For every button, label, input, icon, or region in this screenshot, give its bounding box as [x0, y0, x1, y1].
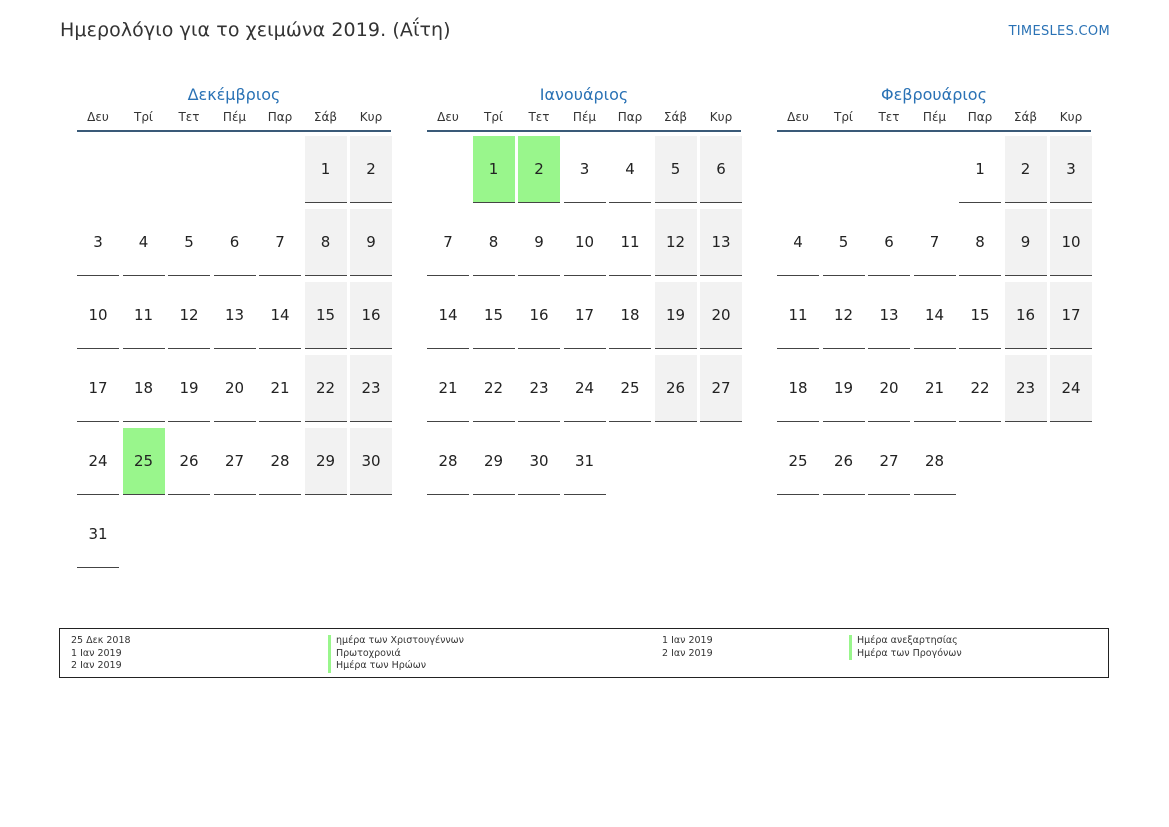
calendar-day: 28: [427, 428, 469, 495]
legend-names-right: [849, 635, 962, 660]
calendar-day: 22: [473, 355, 515, 422]
site-link[interactable]: TIMESLES.COM: [1008, 24, 1110, 39]
legend-names-left: [328, 635, 464, 673]
weekday-label: Πέμ: [922, 110, 947, 124]
legend-dates-right: [662, 635, 713, 660]
calendar-day: 9: [518, 209, 560, 276]
calendar-day: 6: [868, 209, 910, 276]
calendar-day: 31: [564, 428, 606, 495]
calendar-day: 14: [427, 282, 469, 349]
calendar-day: 3: [77, 209, 119, 276]
calendar-day: 25: [609, 355, 651, 422]
legend-dates-left: [71, 635, 131, 673]
weekday-label: Παρ: [617, 110, 643, 124]
month-january: [427, 84, 741, 470]
calendar-day: 20: [214, 355, 256, 422]
calendar-day: 23: [350, 355, 392, 422]
calendar-day: 24: [1050, 355, 1092, 422]
month-december: [77, 84, 391, 543]
calendar-day: 16: [1005, 282, 1047, 349]
calendar-day: 18: [609, 282, 651, 349]
calendar-day: 15: [305, 282, 347, 349]
calendar-day-holiday: 25: [123, 428, 165, 495]
calendar-day: 23: [518, 355, 560, 422]
weekday-label: Σάβ: [663, 110, 688, 124]
calendar-day: 4: [777, 209, 819, 276]
calendar-day: 12: [655, 209, 697, 276]
calendar-day: 5: [168, 209, 210, 276]
month-february: [777, 84, 1091, 470]
weekday-label: Κυρ: [359, 110, 383, 124]
weekday-label: Τετ: [178, 110, 200, 124]
calendar-day: 15: [473, 282, 515, 349]
calendar-day: 16: [518, 282, 560, 349]
legend-date: 2 Ιαν 2019: [662, 647, 713, 659]
weekday-label: Σάβ: [313, 110, 338, 124]
calendar-day: 30: [518, 428, 560, 495]
calendar-day: 31: [77, 501, 119, 568]
calendar-day: 7: [259, 209, 301, 276]
calendar-day: 9: [1005, 209, 1047, 276]
legend-holiday-name: Ημέρα των Ηρώων: [328, 660, 464, 673]
weekday-label: Πέμ: [572, 110, 597, 124]
legend-date: 2 Ιαν 2019: [71, 660, 122, 671]
calendar-day: 21: [427, 355, 469, 422]
calendar-day: 19: [168, 355, 210, 422]
calendar-day: 16: [350, 282, 392, 349]
calendar-day: 12: [823, 282, 865, 349]
calendar-day: 27: [214, 428, 256, 495]
weekday-label: Τετ: [528, 110, 550, 124]
calendar-day: 13: [868, 282, 910, 349]
calendar-day: 17: [564, 282, 606, 349]
calendar-day: 2: [1005, 136, 1047, 203]
calendar-day: 11: [123, 282, 165, 349]
calendar-day: 8: [473, 209, 515, 276]
calendar-day: 19: [655, 282, 697, 349]
calendar-day: 8: [959, 209, 1001, 276]
calendar-day: 10: [77, 282, 119, 349]
calendar-day: 21: [259, 355, 301, 422]
calendar-day: 17: [77, 355, 119, 422]
calendar-day: 21: [914, 355, 956, 422]
legend-holiday-name: Ημέρα ανεξαρτησίας: [849, 635, 962, 648]
calendar-day: 26: [655, 355, 697, 422]
month-name: Φεβρουάριος: [881, 85, 987, 104]
calendar-day: 9: [350, 209, 392, 276]
calendar-day: 7: [914, 209, 956, 276]
weekday-label: Τρί: [483, 110, 503, 124]
calendar-day: 23: [1005, 355, 1047, 422]
calendar-day: 5: [655, 136, 697, 203]
calendar-day: 3: [564, 136, 606, 203]
legend-holiday-name: Ημέρα των Προγόνων: [849, 648, 962, 661]
calendar-day: 7: [427, 209, 469, 276]
calendar-day: 29: [473, 428, 515, 495]
calendar-day: 1: [959, 136, 1001, 203]
calendar-day: 20: [868, 355, 910, 422]
weekday-label: Πέμ: [222, 110, 247, 124]
weekday-label: Σάβ: [1013, 110, 1038, 124]
calendar-day: 10: [564, 209, 606, 276]
calendar-day-holiday: 1: [473, 136, 515, 203]
calendar-day: 14: [259, 282, 301, 349]
calendar-day: 11: [777, 282, 819, 349]
weekday-label: Δευ: [437, 110, 459, 124]
weekday-label: Παρ: [267, 110, 293, 124]
calendar-day: 4: [123, 209, 165, 276]
weekday-label: Παρ: [967, 110, 993, 124]
weekday-header: [777, 108, 1091, 132]
holiday-legend: [59, 628, 1109, 678]
calendar-day: 2: [350, 136, 392, 203]
calendar-day: 14: [914, 282, 956, 349]
calendar-day: 5: [823, 209, 865, 276]
calendar-day: 15: [959, 282, 1001, 349]
calendar-day: 24: [564, 355, 606, 422]
weekday-label: Κυρ: [1059, 110, 1083, 124]
month-name: Δεκέμβριος: [187, 85, 281, 104]
weekday-label: Κυρ: [709, 110, 733, 124]
calendar-day: 17: [1050, 282, 1092, 349]
calendar-day: 28: [259, 428, 301, 495]
calendar-day: 20: [700, 282, 742, 349]
calendar-day: 24: [77, 428, 119, 495]
calendar-day: 13: [700, 209, 742, 276]
legend-date: 25 Δεκ 2018: [71, 635, 131, 646]
calendar-day: 12: [168, 282, 210, 349]
calendar-day-holiday: 2: [518, 136, 560, 203]
calendar-day: 22: [959, 355, 1001, 422]
calendar-day: 22: [305, 355, 347, 422]
weekday-label: Τετ: [878, 110, 900, 124]
calendar-day: 6: [214, 209, 256, 276]
calendar-day: 3: [1050, 136, 1092, 203]
weekday-header: [427, 108, 741, 132]
calendar-day: 11: [609, 209, 651, 276]
calendar-day: 25: [777, 428, 819, 495]
calendar-day: 10: [1050, 209, 1092, 276]
weekday-label: Δευ: [787, 110, 809, 124]
calendar-day: 6: [700, 136, 742, 203]
weekday-label: Δευ: [87, 110, 109, 124]
month-name: Ιανουάριος: [539, 85, 629, 104]
calendar-day: 28: [914, 428, 956, 495]
calendar-day: 13: [214, 282, 256, 349]
calendar-day: 27: [700, 355, 742, 422]
calendar-day: 29: [305, 428, 347, 495]
calendar-day: 19: [823, 355, 865, 422]
calendar-day: 26: [823, 428, 865, 495]
calendar-day: 26: [168, 428, 210, 495]
calendar-day: 4: [609, 136, 651, 203]
legend-holiday-name: ημέρα των Χριστουγέννων: [328, 635, 464, 648]
legend-date: 1 Ιαν 2019: [71, 647, 122, 659]
weekday-label: Τρί: [133, 110, 153, 124]
calendar-day: 18: [123, 355, 165, 422]
calendar-day: 8: [305, 209, 347, 276]
legend-date: 1 Ιαν 2019: [662, 635, 713, 646]
legend-holiday-name: Πρωτοχρονιά: [328, 648, 464, 661]
page-title: Ημερολόγιο για το χειμώνα 2019. (Αΐτη): [60, 19, 451, 41]
weekday-label: Τρί: [833, 110, 853, 124]
calendar-day: 27: [868, 428, 910, 495]
weekday-header: [77, 108, 391, 132]
calendar-day: 18: [777, 355, 819, 422]
calendar-day: 1: [305, 136, 347, 203]
calendar-day: 30: [350, 428, 392, 495]
